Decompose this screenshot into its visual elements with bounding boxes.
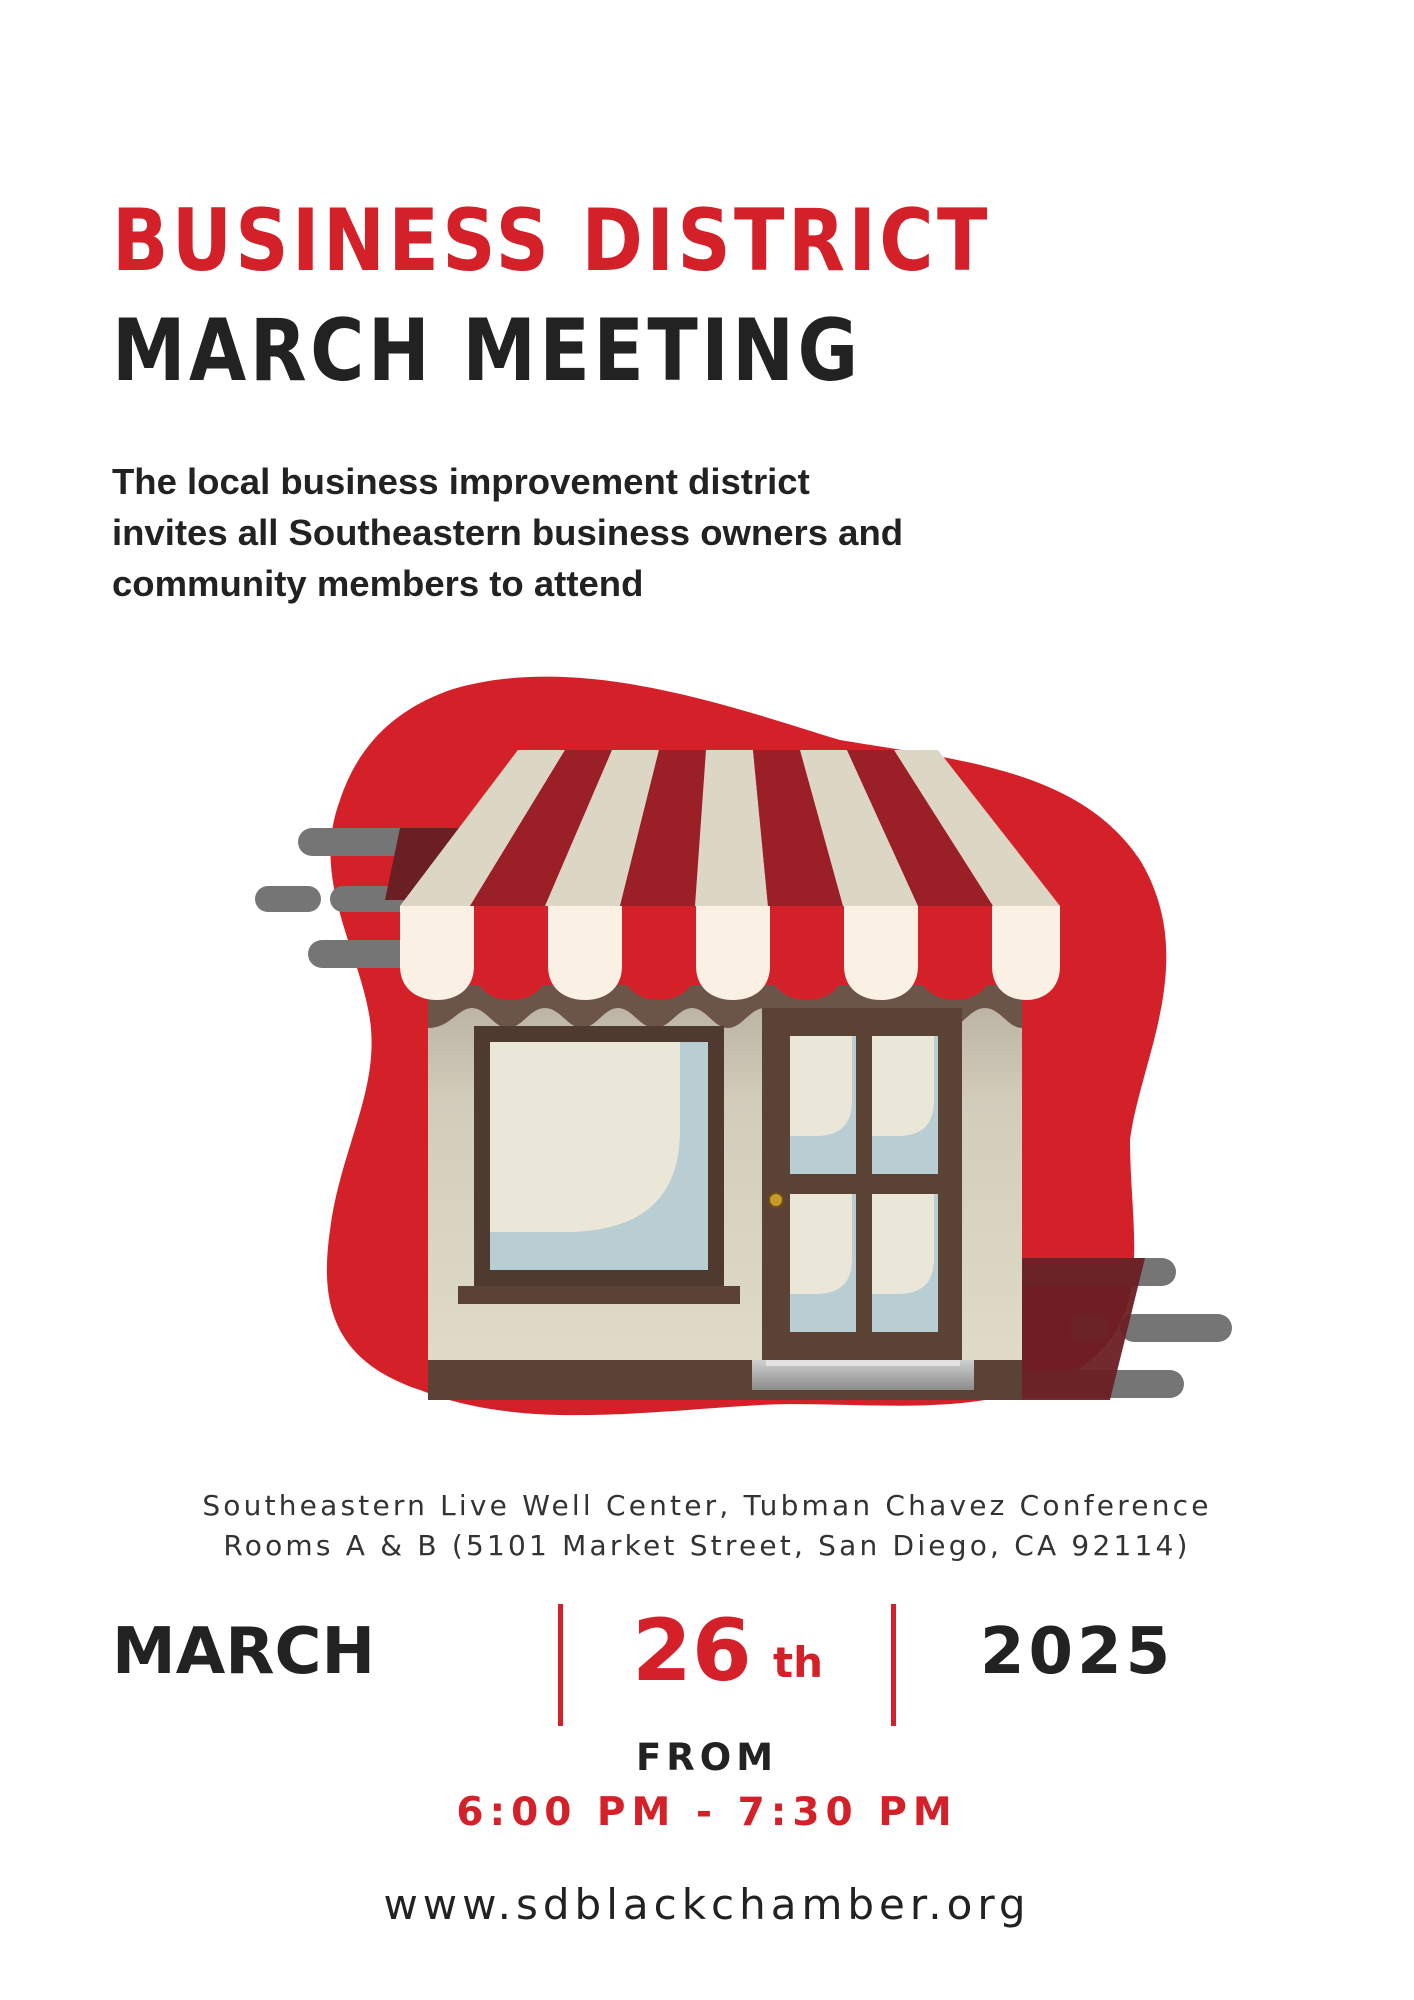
awning — [400, 750, 1060, 1000]
door-pane-highlight — [872, 1194, 934, 1294]
time-range: 6:00 PM - 7:30 PM — [456, 1790, 958, 1835]
intro-line: community members to attend — [112, 563, 644, 604]
storefront-icon — [0, 650, 1414, 1450]
intro-text — [112, 456, 1052, 609]
date-divider — [891, 1604, 896, 1726]
venue-line: Southeastern Live Well Center, Tubman Chavez Conference — [202, 1489, 1212, 1522]
intro-line: The local business improvement district — [112, 461, 810, 502]
door-pane-highlight — [872, 1036, 934, 1136]
door-knob — [769, 1193, 783, 1207]
date-year: 2025 — [980, 1615, 1175, 1689]
door-pane-highlight — [790, 1194, 852, 1294]
time-from-label: FROM — [635, 1736, 779, 1779]
website-link[interactable]: www.sdblackchamber.org — [383, 1880, 1031, 1929]
date-day-suffix: th — [773, 1638, 823, 1687]
date-month: MARCH — [112, 1615, 376, 1689]
venue-line: Rooms A & B (5101 Market Street, San Diego, CA 92114) — [223, 1529, 1191, 1562]
date-divider — [558, 1604, 563, 1726]
window-sill — [458, 1286, 740, 1304]
door-pane-highlight — [790, 1036, 852, 1136]
intro-line: invites all Southeastern business owners and — [112, 512, 904, 553]
window-highlight — [490, 1042, 680, 1232]
date-day: 26 — [632, 1601, 752, 1701]
title-march-meeting: MARCH MEETING — [112, 301, 862, 401]
door-step-top — [766, 1360, 960, 1366]
title-business-district: BUSINESS DISTRICT — [112, 191, 991, 291]
venue-address — [0, 1486, 1414, 1566]
